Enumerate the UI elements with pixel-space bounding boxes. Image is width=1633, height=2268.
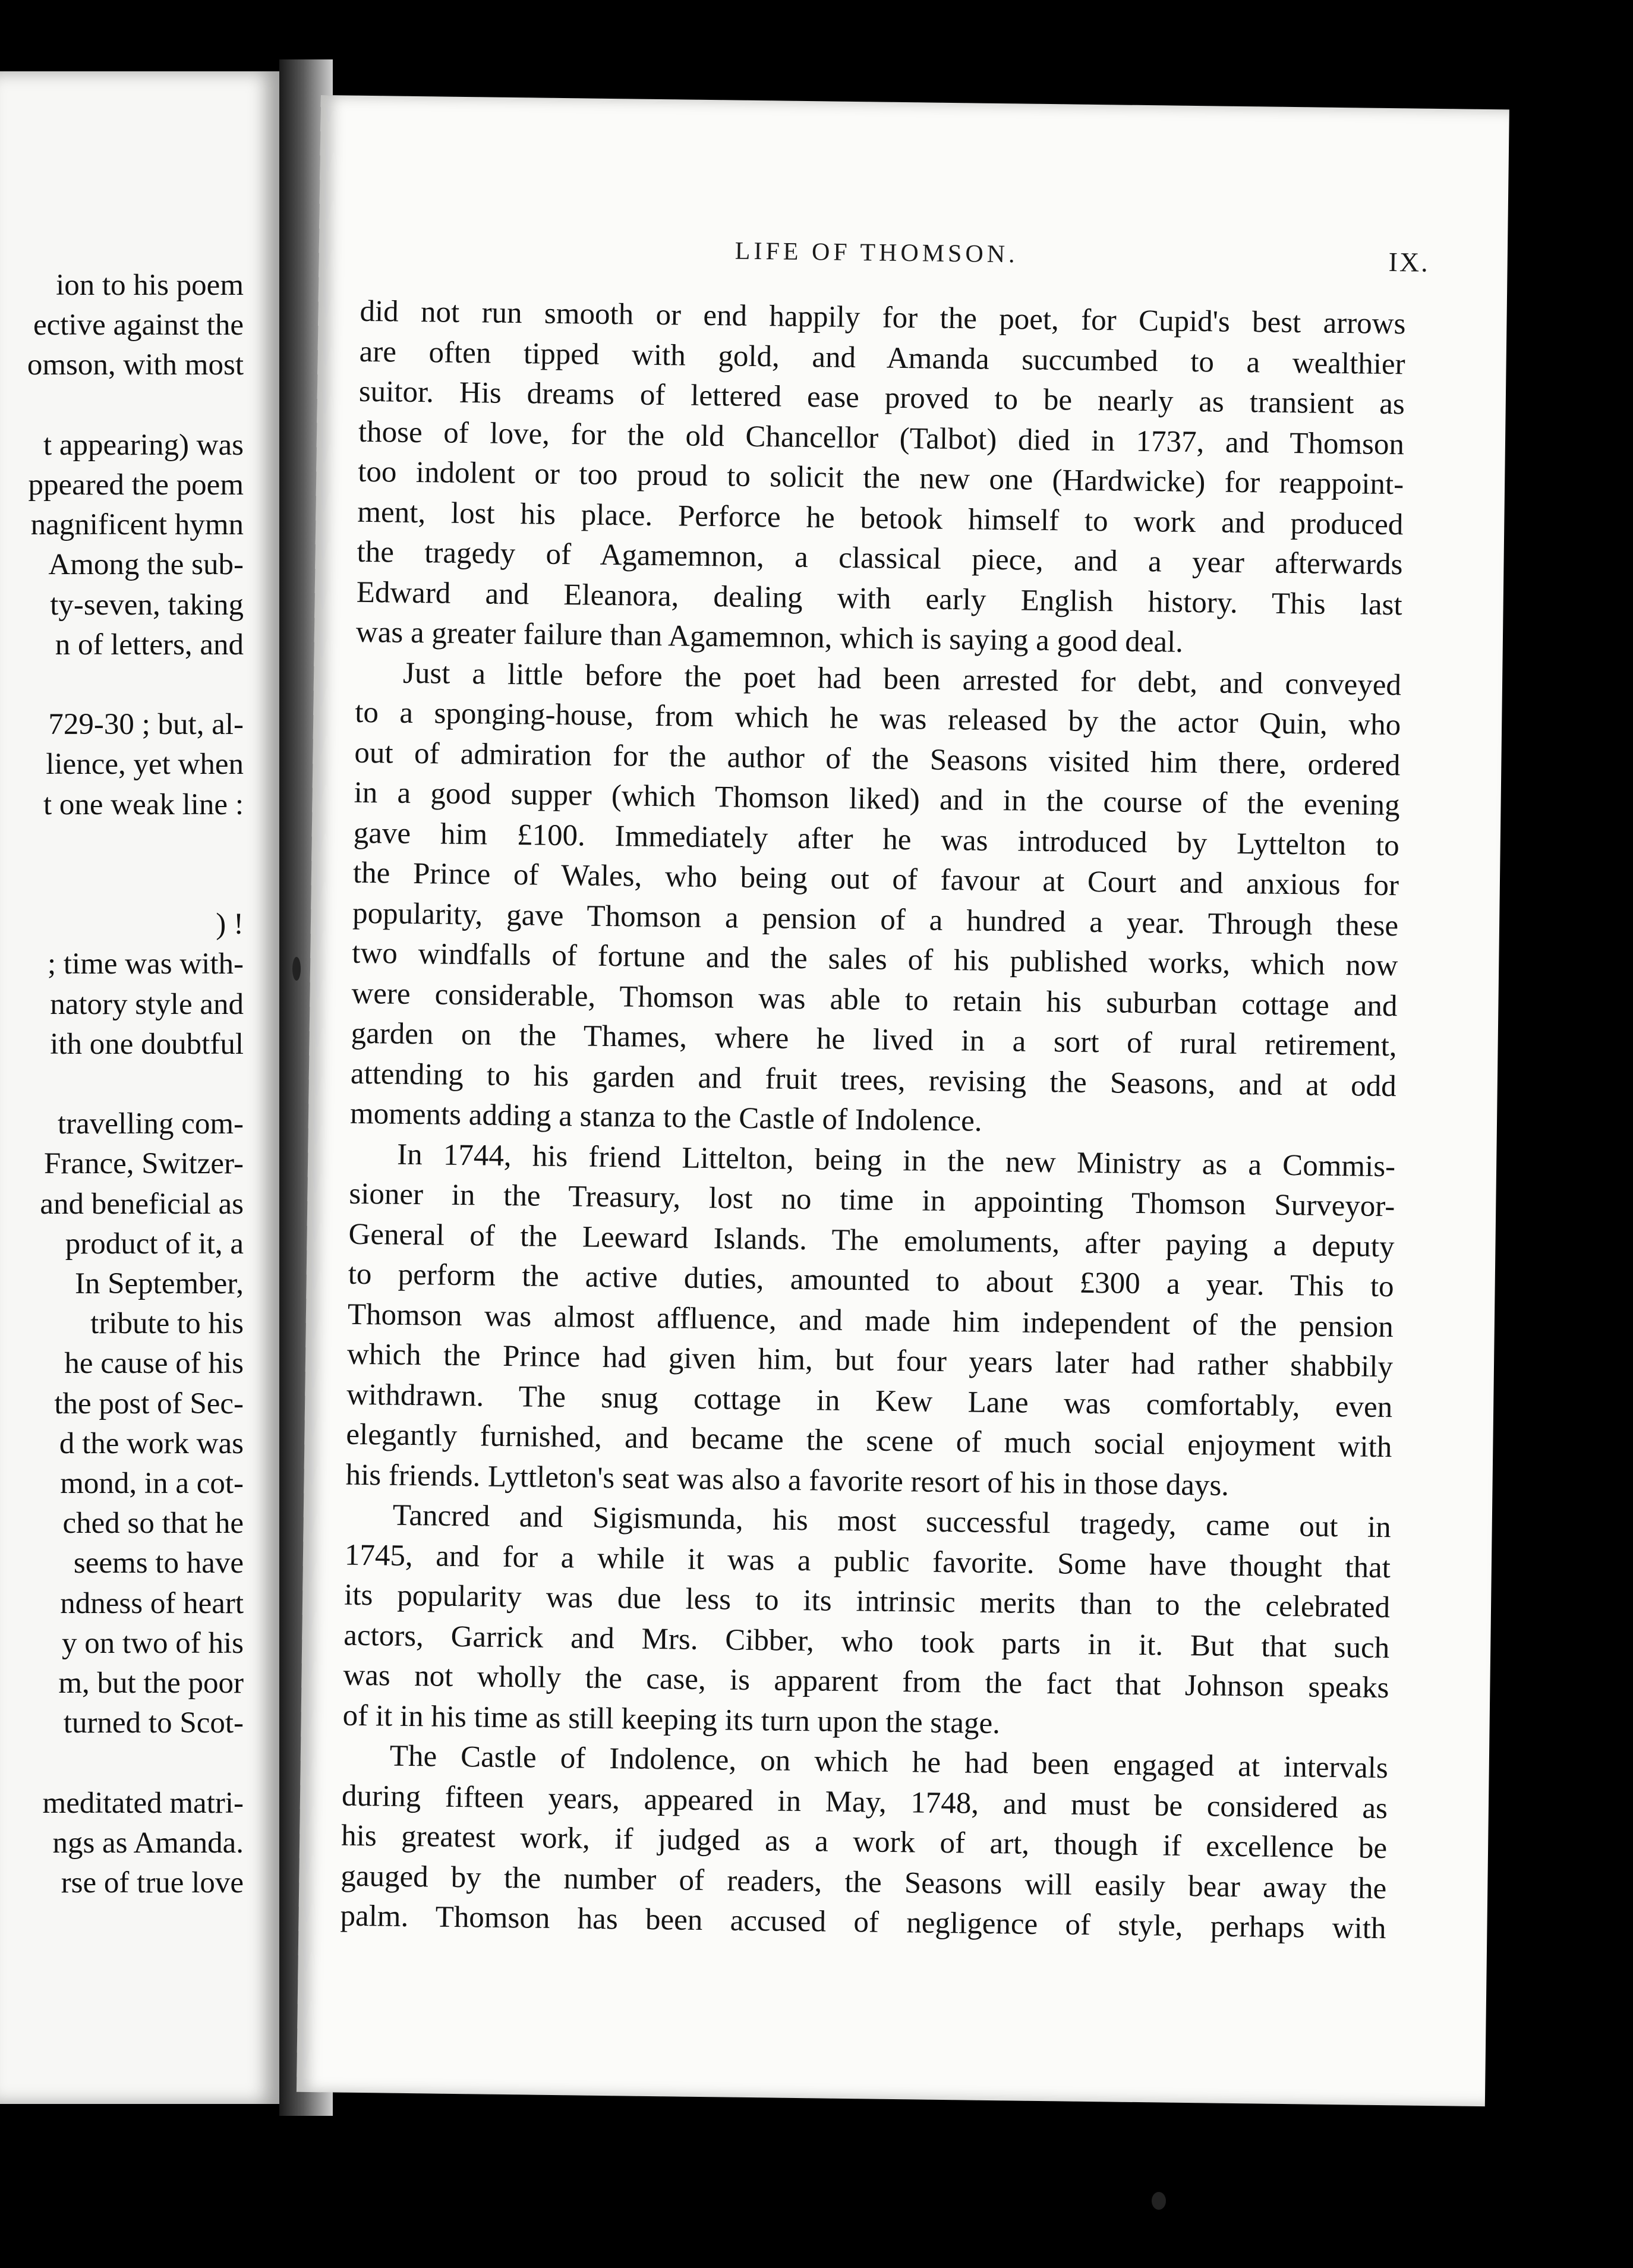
- body-line: In 1744, his friend Littelton, being in the new Ministry as a Commis-: [396, 1138, 1396, 1183]
- body-line: withdrawn. The snug cottage in Kew Lane was comfortably, even: [346, 1378, 1393, 1424]
- body-line: sioner in the Treasury, lost no time in appointing Thomson Surveyor-: [349, 1177, 1395, 1224]
- left-page-line: ) !: [216, 908, 244, 941]
- body-line: attending to his garden and fruit trees, revising the Seasons, and at odd: [350, 1057, 1397, 1103]
- body-line: suitor. His dreams of lettered ease proved to be nearly as transient as: [358, 374, 1405, 421]
- left-page-line: the post of Sec-: [54, 1387, 244, 1420]
- left-page-line: omson, with most: [27, 348, 244, 382]
- body-line: General of the Leeward Islands. The emoluments, after paying a deputy: [348, 1217, 1395, 1264]
- left-page-line: ; time was with-: [47, 947, 244, 981]
- left-page-line: ective against the: [33, 308, 244, 342]
- print-speck: [1152, 2192, 1166, 2210]
- left-page-line: ndness of heart: [60, 1586, 244, 1620]
- left-page-line: rse of true love: [61, 1866, 244, 1900]
- body-line: his friends. Lyttleton's seat was also a favorite resort of his in those days.: [345, 1458, 1230, 1502]
- body-line: his greatest work, if judged as a work of art, though if excellence be: [341, 1819, 1388, 1866]
- body-line: were considerable, Thomson was able to retain his suburban cottage and: [351, 976, 1398, 1023]
- body-line: of it in his time as still keeping its turn upon the stage.: [342, 1699, 1001, 1740]
- left-page-line: turned to Scot-: [63, 1706, 244, 1740]
- body-line: to perform the active duties, amounted to about £300 a year. This to: [348, 1257, 1394, 1304]
- print-speck: [292, 957, 301, 981]
- body-line: was not wholly the case, is apparent from the fact that Johnson speaks: [343, 1658, 1389, 1705]
- body-line: Edward and Eleanora, dealing with early English history. This last: [356, 575, 1402, 622]
- body-line: are often tipped with gold, and Amanda succumbed to a wealthier: [359, 335, 1405, 381]
- body-line: to a sponging-house, from which he was released by the actor Quin, who: [354, 695, 1401, 742]
- left-page-fragment: [0, 71, 279, 2104]
- left-page-line: ty-seven, taking: [50, 588, 244, 622]
- left-page-line: travelling com-: [58, 1107, 244, 1141]
- body-line: the tragedy of Agamemnon, a classical piece, and a year afterwards: [357, 535, 1403, 582]
- left-page-line: t one weak line :: [43, 788, 244, 821]
- left-page-line: t appearing) was: [43, 428, 244, 462]
- left-page-line: lience, yet when: [46, 748, 244, 782]
- body-line: two windfalls of fortune and the sales of his published works, which now: [352, 936, 1398, 983]
- left-page-line: m, but the poor: [58, 1667, 244, 1700]
- left-page-line: ched so that he: [62, 1507, 244, 1541]
- left-page-line: In September,: [74, 1267, 244, 1300]
- left-page-line: natory style and: [50, 987, 244, 1021]
- body-line: popularity, gave Thomson a pension of a hundred a year. Through these: [352, 896, 1399, 943]
- left-page-line: tribute to his: [90, 1307, 244, 1341]
- left-page-line: y on two of his: [62, 1626, 244, 1660]
- body-line: Just a little before the poet had been arrested for debt, and conveyed: [402, 656, 1402, 702]
- left-page-line: he cause of his: [64, 1347, 244, 1381]
- left-page-line: France, Switzer-: [43, 1147, 244, 1181]
- left-page-line: product of it, a: [65, 1227, 244, 1261]
- body-line: moments adding a stanza to the Castle of Indolence.: [349, 1097, 982, 1138]
- body-line: in a good supper (which Thomson liked) and in the course of the evening: [354, 776, 1400, 823]
- page-number: IX.: [1388, 246, 1430, 278]
- left-page-line: seems to have: [73, 1546, 244, 1580]
- body-line: which the Prince had given him, but four years later had rather shabbily: [346, 1337, 1394, 1384]
- left-page-line: and beneficial as: [40, 1187, 244, 1221]
- body-line: was a greater failure than Agamemnon, which is saying a good deal.: [355, 615, 1184, 659]
- left-page-line: 729-30 ; but, al-: [48, 708, 244, 742]
- left-page-line: ion to his poem: [56, 269, 244, 302]
- body-line: too indolent or too proud to solicit the new one (Hardwicke) for reappoint-: [357, 455, 1404, 502]
- body-line: did not run smooth or end happily for the poet, for Cupid's best arrows: [360, 294, 1406, 341]
- page-body-text: [340, 292, 1406, 1949]
- body-line: gave him £100. Immediately after he was introduced by Lyttelton to: [353, 816, 1400, 862]
- left-page-line: ngs as Amanda.: [52, 1826, 244, 1860]
- body-line: gauged by the number of readers, the Seasons will easily bear away the: [341, 1859, 1387, 1905]
- body-line: 1745, and for a while it was a public favorite. Some have thought that: [344, 1538, 1391, 1585]
- left-page-line: ppeared the poem: [28, 468, 244, 502]
- left-page-line: d the work was: [59, 1426, 244, 1460]
- body-line: palm. Thomson has been accused of negligence of style, perhaps with: [340, 1899, 1386, 1946]
- body-line: elegantly furnished, and became the scene of much social enjoyment with: [346, 1418, 1392, 1464]
- body-line: garden on the Thames, where he lived in a sort of rural retirement,: [351, 1016, 1397, 1063]
- body-line: during fifteen years, appeared in May, 1748, and must be considered as: [341, 1779, 1388, 1825]
- body-line: out of admiration for the author of the Seasons visited him there, ordered: [354, 736, 1401, 782]
- right-page: [297, 95, 1509, 2106]
- body-line: Tancred and Sigismunda, his most successful tragedy, came out in: [392, 1498, 1392, 1545]
- left-page-line: nagnificent hymn: [30, 508, 244, 542]
- body-line: its popularity was due less to its intrinsic merits than to the celebrated: [343, 1578, 1391, 1625]
- left-page-line: ith one doubtful: [50, 1027, 244, 1061]
- left-page-line: Among the sub-: [48, 548, 244, 582]
- running-head: LIFE OF THOMSON.: [734, 237, 1019, 269]
- left-page-line: n of letters, and: [55, 628, 244, 662]
- body-line: actors, Garrick and Mrs. Cibber, who took parts in it. But that such: [343, 1618, 1390, 1665]
- body-line: The Castle of Indolence, on which he had been engaged at intervals: [389, 1739, 1389, 1785]
- body-line: those of love, for the old Chancellor (Talbot) died in 1737, and Thomson: [358, 415, 1405, 461]
- body-line: the Prince of Wales, who being out of favour at Court and anxious for: [352, 856, 1399, 903]
- left-page-line: meditated matri-: [42, 1786, 244, 1820]
- left-page-line: mond, in a cot-: [60, 1467, 244, 1500]
- body-line: ment, lost his place. Perforce he betook himself to work and produced: [357, 495, 1404, 541]
- body-line: Thomson was almost affluence, and made him independent of the pension: [347, 1297, 1394, 1344]
